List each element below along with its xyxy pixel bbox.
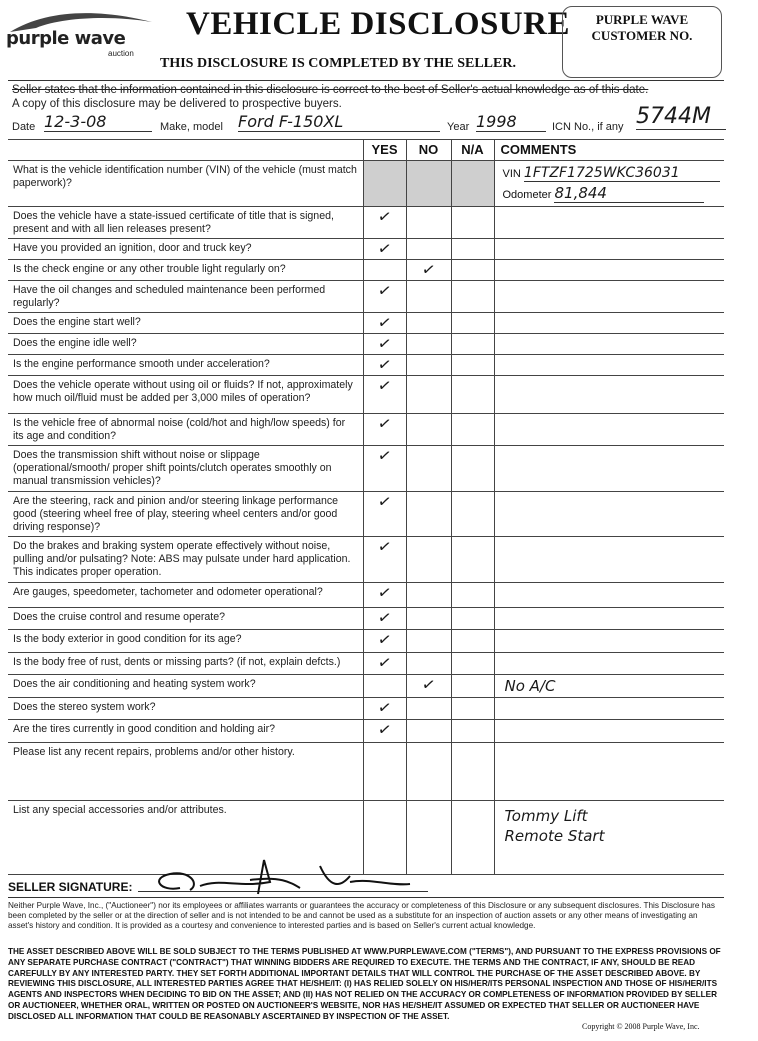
question-text: Does the air conditioning and heating system work? [8,675,363,698]
vin-label: VIN [502,168,521,180]
question-row [8,608,724,630]
question-row [8,675,724,698]
question-text: Does the engine idle well? [8,334,363,355]
no-checkbox[interactable] [406,260,451,281]
na-checkbox[interactable] [451,355,494,376]
check-mark-icon: ✓ [376,311,393,334]
comments-cell[interactable] [494,653,724,675]
question-text: Does the vehicle have a state-issued certificate of title that is signed, present and with all lien releases present? [8,207,363,239]
comment-text-2: Remote Start [504,827,605,845]
question-text: Are the tires currently in good condition and holding air? [8,720,363,743]
check-mark-icon: ✓ [420,673,437,696]
yes-checkbox[interactable] [363,376,406,414]
question-text: Do the brakes and braking system operate effectively without noise, pulling and/or pulsating? Note: ABS may pulsate under hard application. This indicates proper operation. [8,537,363,583]
question-row [8,630,724,653]
intro-line2: A copy of this disclosure may be delivered to prospective buyers. [12,98,342,110]
na-checkbox[interactable] [451,446,494,492]
question-text: Does the cruise control and resume operate? [8,608,363,630]
question-text: Are the steering, rack and pinion and/or steering linkage performance good (steering wheel free of play, steering wheel centers and/or good driving response)? [8,492,363,537]
na-checkbox[interactable] [451,376,494,414]
no-checkbox[interactable] [406,207,451,239]
yes-checkbox[interactable] [363,537,406,583]
no-checkbox[interactable] [406,334,451,355]
question-text: Does the transmission shift without noise or slippage (operational/smooth/ proper shift points/clutch operates smoothly on manual transmission vehicles)? [8,446,363,492]
purple-wave-logo [6,8,156,58]
comments-cell[interactable] [494,207,724,239]
check-mark-icon: ✓ [376,444,393,467]
no-checkbox[interactable] [406,743,451,801]
yes-checkbox[interactable] [363,653,406,675]
check-mark-icon: ✓ [376,237,393,260]
comments-cell[interactable] [494,492,724,537]
logo-text: purple wave [6,28,126,49]
yes-checkbox[interactable] [363,492,406,537]
comments-cell[interactable] [494,355,724,376]
na-checkbox[interactable] [451,414,494,446]
question-header [8,140,363,161]
check-mark-icon: ✓ [376,490,393,513]
question-row [8,414,724,446]
intro-text [12,83,727,111]
no-header: NO [406,140,451,161]
question-text: Is the vehicle free of abnormal noise (cold/hot and high/low speeds) for its age and condition? [8,414,363,446]
customer-box-line1: PURPLE WAVE [595,12,689,27]
na-checkbox[interactable] [451,313,494,334]
no-checkbox[interactable] [406,414,451,446]
na-checkbox[interactable] [451,801,494,875]
no-checkbox[interactable] [406,313,451,334]
make-model-field[interactable]: Ford F-150XL [238,112,440,132]
yes-checkbox[interactable] [363,698,406,720]
no-checkbox[interactable] [406,376,451,414]
yes-checkbox[interactable] [363,414,406,446]
no-checkbox[interactable] [406,583,451,608]
comments-cell[interactable] [494,630,724,653]
question-text: Have the oil changes and scheduled maintenance been performed regularly? [8,281,363,313]
question-row [8,355,724,376]
question-row [8,161,724,207]
question-text: Does the stereo system work? [8,698,363,720]
na-checkbox[interactable] [451,630,494,653]
question-text: What is the vehicle identification number (VIN) of the vehicle (must match paperwork)? [8,161,363,207]
intro-line1: Seller states that the information contained in this disclosure is correct to the best of Seller's actual knowledge as of this date. [12,84,649,96]
question-row [8,239,724,260]
date-field[interactable]: 12-3-08 [44,112,152,132]
question-text: Have you provided an ignition, door and truck key? [8,239,363,260]
yes-checkbox[interactable] [363,675,406,698]
question-row [8,492,724,537]
question-row [8,743,724,801]
question-row [8,313,724,334]
na-checkbox[interactable] [451,281,494,313]
comments-cell[interactable] [494,537,724,583]
comments-header: COMMENTS [494,140,724,161]
na-checkbox[interactable] [451,653,494,675]
check-mark-icon: ✓ [420,258,437,281]
comments-cell[interactable] [494,161,724,207]
question-text: Is the body exterior in good condition for its age? [8,630,363,653]
question-text: Does the engine start well? [8,313,363,334]
check-mark-icon: ✓ [376,353,393,376]
question-row [8,334,724,355]
na-checkbox[interactable] [451,583,494,608]
question-row [8,720,724,743]
check-mark-icon: ✓ [376,718,393,741]
question-text: Are gauges, speedometer, tachometer and odometer operational? [8,583,363,608]
comments-cell[interactable] [494,376,724,414]
na-checkbox[interactable] [451,675,494,698]
no-checkbox[interactable] [406,492,451,537]
yes-checkbox[interactable] [363,720,406,743]
comments-cell[interactable] [494,608,724,630]
na-checkbox[interactable] [451,260,494,281]
yes-checkbox[interactable] [363,583,406,608]
seller-signature-label: SELLER SIGNATURE: [8,880,133,894]
question-text: Is the engine performance smooth under acceleration? [8,355,363,376]
na-checkbox[interactable] [451,608,494,630]
comments-cell[interactable] [494,446,724,492]
comments-cell[interactable] [494,414,724,446]
disclaimer-text: Neither Purple Wave, Inc., ("Auctioneer") nor its employees or affiliates warrants or guarantees the accuracy or completeness of this Disclosure or any subsequent disclosures. This Disclosure has been completed by the seller or at the direction of seller and is not intended to be and cannot be used as a substitute for an inspection of auction assets or any other means of investigating an asset's history and condition. It is provided as a courtesy and convenience to interested parties and is based on Seller's current actual knowledge. [8,901,715,930]
disclosure-table [8,139,724,875]
copyright: Copyright © 2008 Purple Wave, Inc. [582,1022,700,1031]
yes-header: YES [363,140,406,161]
na-checkbox[interactable] [451,720,494,743]
yes-checkbox[interactable] [363,281,406,313]
customer-box-line2: CUSTOMER NO. [591,28,693,43]
na-checkbox[interactable] [451,743,494,801]
header-divider [8,80,724,81]
make-model-label: Make, model [160,121,223,133]
question-text: Please list any recent repairs, problems and/or other history. [8,743,363,801]
check-mark-icon: ✓ [376,581,393,604]
check-mark-icon: ✓ [376,696,393,719]
comments-cell[interactable] [494,239,724,260]
comments-cell[interactable] [494,720,724,743]
no-checkbox [406,161,451,207]
no-checkbox[interactable] [406,630,451,653]
question-text: Is the body free of rust, dents or missing parts? (if not, explain defcts.) [8,653,363,675]
comments-cell[interactable] [494,260,724,281]
comments-cell[interactable] [494,281,724,313]
comments-cell[interactable] [494,743,724,801]
yes-checkbox[interactable] [363,260,406,281]
yes-checkbox [363,161,406,207]
check-mark-icon: ✓ [376,279,393,302]
no-checkbox[interactable] [406,239,451,260]
comments-cell[interactable] [494,698,724,720]
yes-checkbox[interactable] [363,313,406,334]
yes-checkbox[interactable] [363,630,406,653]
comments-cell[interactable] [494,801,724,875]
logo-subtext: auction [108,49,134,58]
na-header: N/A [451,140,494,161]
check-mark-icon: ✓ [376,535,393,558]
no-checkbox[interactable] [406,653,451,675]
question-row [8,260,724,281]
comments-cell[interactable] [494,313,724,334]
question-row [8,653,724,675]
check-mark-icon: ✓ [376,628,393,651]
question-row [8,698,724,720]
no-checkbox[interactable] [406,608,451,630]
yes-checkbox[interactable] [363,334,406,355]
yes-checkbox[interactable] [363,743,406,801]
check-mark-icon: ✓ [376,606,393,629]
question-row [8,281,724,313]
na-checkbox[interactable] [451,492,494,537]
icn-label: ICN No., if any [552,121,624,133]
icn-field[interactable]: 5744M [636,104,726,130]
year-field[interactable]: 1998 [476,112,546,132]
no-checkbox[interactable] [406,720,451,743]
date-label: Date [12,121,36,133]
na-checkbox[interactable] [451,334,494,355]
check-mark-icon: ✓ [376,412,393,435]
yes-checkbox[interactable] [363,207,406,239]
question-text: List any special accessories and/or attributes. [8,801,363,875]
customer-number-box[interactable] [562,6,722,78]
yes-checkbox[interactable] [363,608,406,630]
vin-field[interactable]: 1FTZF1725WKC36031 [524,165,720,182]
question-text: Is the check engine or any other trouble light regularly on? [8,260,363,281]
check-mark-icon: ✓ [376,374,393,397]
na-checkbox[interactable] [451,698,494,720]
check-mark-icon: ✓ [376,332,393,355]
yes-checkbox[interactable] [363,355,406,376]
yes-checkbox[interactable] [363,446,406,492]
question-row [8,537,724,583]
comment-text: Tommy Lift [504,807,588,825]
year-label: Year [447,121,470,133]
terms-text: THE ASSET DESCRIBED ABOVE WILL BE SOLD SUBJECT TO THE TERMS PUBLISHED AT WWW.PURPLEWAVE.COM ("TERMS"), AND PURSUANT TO THE EXPRESS PROVISIONS OF ANY SEPARATE PURCHASE CONTRACT ("CONTRACT") THAT WINNING BIDDERS ARE REQUIRED TO EXECUTE. THE TERMS AND THE CONTRACT, IF ANY, SHOULD BE READ CAREFULLY BY ANY INTERESTED PARTY. THEY SET FORTH ADDITIONAL IMPORTANT DETAILS THAT WILL CONTROL THE PURCHASE OF THE ASSET DESCRIBED ABOVE. BY REVIEWING THIS DISCLOSURE, ALL INTERESTED PARTIES AGREE THAT HE/SHE/IT: (I) HAS RELIED SOLELY ON HIS/HER/ITS PERSONAL INSPECTION AND THOSE OF HIS/HER/ITS AGENTS AND INSPECTORS WHEN DECIDING TO BID ON THE ASSET; AND (II) HAS NOT RELIED ON THE ACCURACY OR COMPLETENESS OF INFORMATION PROVIDED BY SELLER OR AUCTIONEER, WHETHER ORAL, WRITTEN OR POSTED ON AUCTIONEER'S WEBSITE, NOR HAS HE/SHE/IT ASSUMED OR EXPECTED THAT SELLER OR AUCTIONEER HAVE DISCLOSED ALL INFORMATION THAT COULD BE REASONABLY ASCERTAINED BY INSPECTION OF THE ASSET. [8,947,721,1021]
comments-cell[interactable] [494,583,724,608]
comments-cell[interactable] [494,334,724,355]
comment-text: No A/C [504,677,556,695]
odometer-label: Odometer [502,189,552,201]
no-checkbox[interactable] [406,355,451,376]
comments-cell[interactable] [494,675,724,698]
na-checkbox[interactable] [451,207,494,239]
signature-divider [8,897,724,898]
question-row [8,376,724,414]
page-subtitle: THIS DISCLOSURE IS COMPLETED BY THE SELLER. [160,56,516,71]
odometer-field[interactable]: 81,844 [554,184,704,203]
na-checkbox[interactable] [451,537,494,583]
check-mark-icon: ✓ [376,205,393,228]
question-row [8,446,724,492]
question-row [8,583,724,608]
no-checkbox[interactable] [406,698,451,720]
na-checkbox [451,161,494,207]
no-checkbox[interactable] [406,446,451,492]
no-checkbox[interactable] [406,281,451,313]
page-title: VEHICLE DISCLOSURE [186,6,571,42]
check-mark-icon: ✓ [376,651,393,674]
no-checkbox[interactable] [406,675,451,698]
question-row [8,207,724,239]
seller-signature[interactable] [140,858,430,898]
no-checkbox[interactable] [406,537,451,583]
question-text: Does the vehicle operate without using oil or fluids? If not, approximately how much oil/fluid must be added per 3,000 miles of operation? [8,376,363,414]
na-checkbox[interactable] [451,239,494,260]
yes-checkbox[interactable] [363,239,406,260]
